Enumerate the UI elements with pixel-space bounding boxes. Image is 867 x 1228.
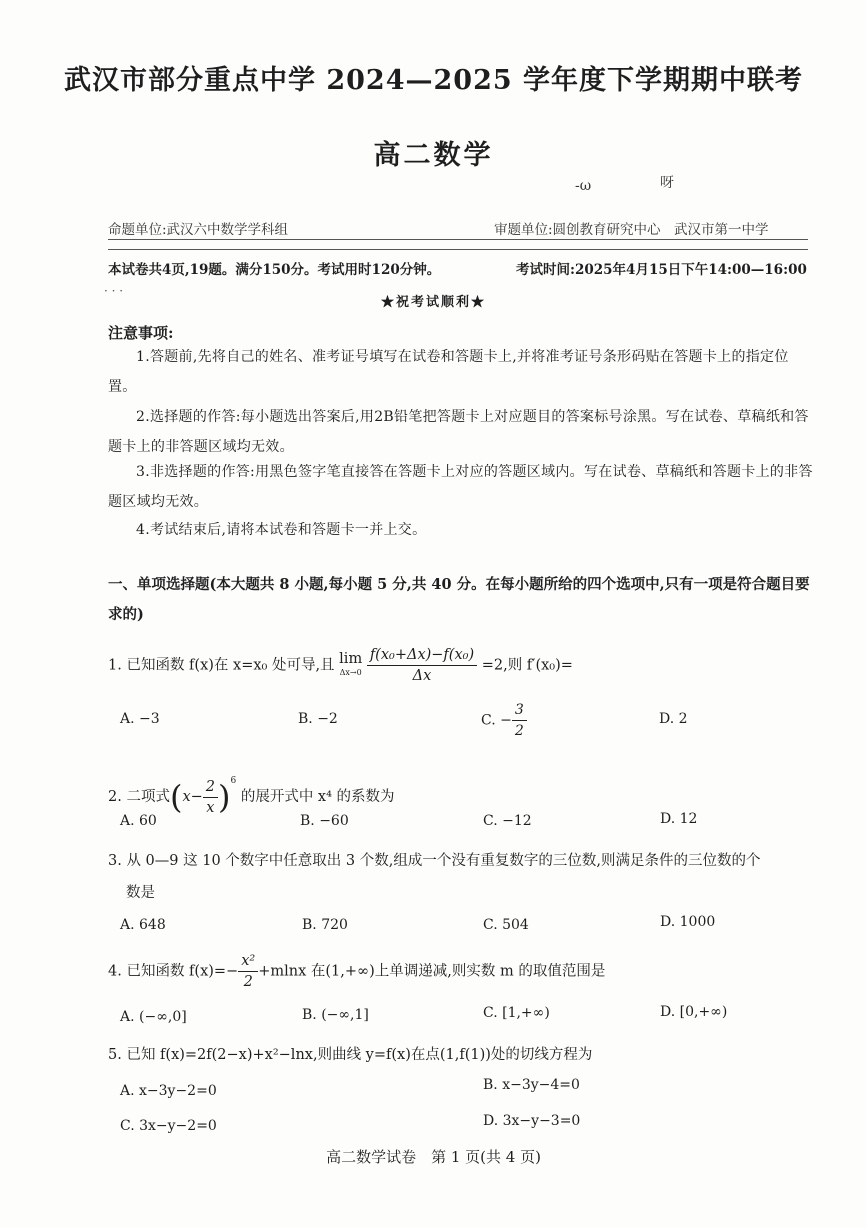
scan-dots: · · · (104, 284, 124, 298)
q1-fraction: $\frac{\text{f(x₀+Δx)−f(x₀)}}{\Delta x}$ (367, 645, 477, 686)
good-luck-banner: ★祝考试顺利★ (380, 295, 486, 310)
question-3: 3. 从 0—9 这 10 个数字中任意取出 3 个数,组成一个没有重复数字的三位数,则满足条件的三位数的个 (108, 853, 761, 869)
subject-title: 高二数学 (373, 140, 494, 171)
notice-heading: 注意事项: (108, 324, 174, 342)
q5-option-c: C. 3x−y−2=0 (120, 1118, 217, 1134)
q4-option-a: A. (−∞,0] (120, 1009, 187, 1025)
section-heading: 一、单项选择题(本大题共 8 小题,每小题 5 分,共 40 分。在每小题所给的四个选项中,只有一项是符合题目要求的) (108, 576, 810, 623)
notice-item: 2.选择题的作答:每小题选出答案后,用2B铅笔把答题卡上对应题目的答案标号涂黑。写在试卷、草稿纸和答题卡上的非答题区域均无效。 (108, 409, 809, 455)
page-footer: 高二数学试卷 第 1 页(共 4 页) (326, 1148, 541, 1166)
q2-option-c: C. −12 (483, 813, 532, 829)
question-4: 4. 已知函数 f(x)=− $\frac{\text{x²}}{2}$ +mlnx 在(1,+∞)上单调递减,则实数 m 的取值范围是 (108, 953, 606, 990)
question-2: 2. 二项式(x− $\frac{2}{x}$ )$^6$ 的展开式中 x⁴ 的系数为 (108, 776, 395, 816)
q3-option-c: C. 504 (483, 917, 529, 933)
q3-option-a: A. 648 (120, 917, 166, 933)
q1-stem: 1. 已知函数 f(x)在 x=x₀ 处可导,且 (108, 657, 335, 674)
q1-option-d: D. 2 (659, 711, 688, 727)
question-3-cont: 数是 (126, 885, 155, 901)
notice-item: 1.答题前,先将自己的姓名、准考证号填写在试卷和答题卡上,并将准考证号条形码贴在答题卡上的指定位置。 (108, 349, 789, 395)
handwritten-scribble: -ω (575, 178, 592, 194)
question-1 (108, 645, 573, 686)
q3-option-d: D. 1000 (660, 914, 716, 930)
q5-option-a: A. x−3y−2=0 (120, 1083, 217, 1099)
q1-option-b: B. −2 (298, 711, 338, 727)
handwritten-scribble-2: 呀 (660, 175, 674, 191)
q1-stem-end: =2,则 f′(x₀)= (481, 657, 573, 674)
q3-option-b: B. 720 (302, 917, 348, 933)
header-rule-2 (108, 249, 808, 250)
notice-item: 4.考试结束后,请将本试卷和答题卡一并上交。 (136, 522, 427, 538)
exam-info: 本试卷共4页,19题。满分150分。考试用时120分钟。 (108, 262, 441, 278)
q2-option-a: A. 60 (120, 813, 157, 829)
question-5: 5. 已知 f(x)=2f(2−x)+x²−lnx,则曲线 y=f(x)在点(1,f(1))处的切线方程为 (108, 1047, 593, 1063)
reviewer-unit: 审题单位:圆创教育研究中心 武汉市第一中学 (494, 222, 769, 238)
limit-symbol: lim Δx→0 (339, 650, 363, 677)
q1-option-c: C. − $\frac{3}{2}$ (481, 700, 527, 741)
q2-option-d: D. 12 (660, 811, 698, 827)
q1-option-a: A. −3 (120, 711, 160, 727)
q5-option-d: D. 3x−y−3=0 (483, 1113, 581, 1129)
q2-option-b: B. −60 (300, 813, 349, 829)
notice-item: 3.非选择题的作答:用黑色签字笔直接答在答题卡上对应的答题区域内。写在试卷、草稿纸和答题卡上的非答题区域均无效。 (108, 464, 813, 510)
q4-option-b: B. (−∞,1] (302, 1007, 369, 1023)
exam-time: 考试时间:2025年4月15日下午14:00—16:00 (516, 262, 807, 278)
header-rule (108, 239, 808, 240)
exam-title: 武汉市部分重点中学 2024—2025 学年度下学期期中联考 (63, 65, 804, 96)
q5-option-b: B. x−3y−4=0 (483, 1077, 580, 1093)
setter-unit: 命题单位:武汉六中数学学科组 (108, 222, 289, 238)
q4-option-c: C. [1,+∞) (483, 1005, 550, 1021)
q4-option-d: D. [0,+∞) (660, 1004, 728, 1020)
